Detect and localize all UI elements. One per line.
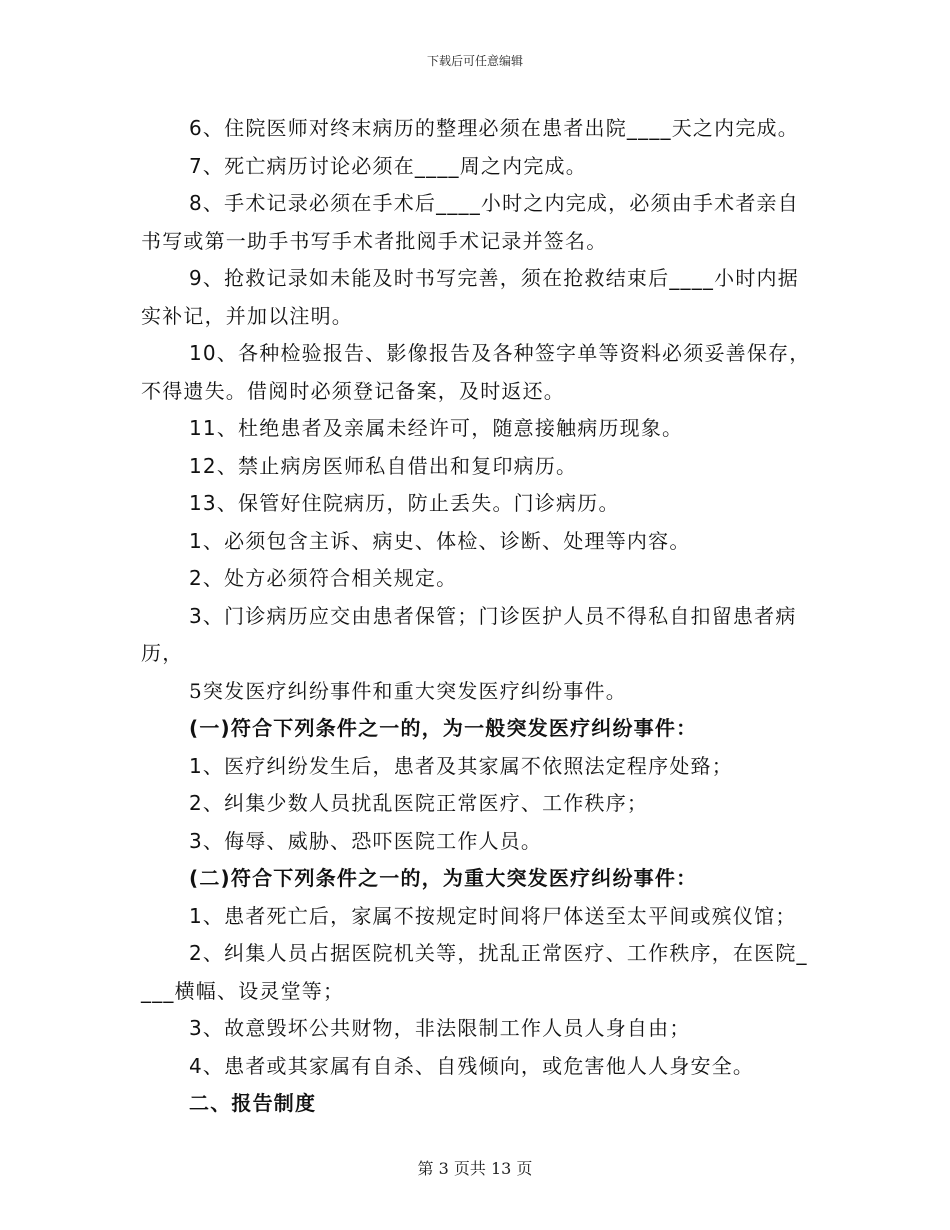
section-heading-reporting: 二、报告制度 bbox=[189, 1091, 317, 1115]
subheading-major-dispute: (二)符合下列条件之一的，为重大突发医疗纠纷事件： bbox=[189, 866, 698, 890]
paragraph-major-2: 2、纠集人员占据医院机关等，扰乱正常医疗、工作秩序，在医院____横幅、设灵堂等； bbox=[141, 941, 808, 1003]
paragraph-item-12-copy: 12、禁止病房医师私自借出和复印病历。 bbox=[189, 453, 578, 478]
paragraph-major-1: 1、患者死亡后，家属不按规定时间将尸体送至太平间或殡仪馆； bbox=[189, 903, 797, 928]
paragraph-item-10-reports: 10、各种检验报告、影像报告及各种签字单等资料必须妥善保存，不得遗失。借阅时必须登记备案，及时返还。 bbox=[141, 341, 811, 403]
document-body bbox=[141, 110, 813, 1123]
paragraph-general-2: 2、纠集少数人员扰乱医院正常医疗、工作秩序； bbox=[189, 791, 649, 815]
paragraph-outpatient-3: 3、门诊病历应交由患者保管；门诊医护人员不得私自扣留患者病历， bbox=[141, 603, 797, 665]
paragraph-general-3: 3、侮辱、威胁、恐吓医院工作人员。 bbox=[189, 828, 543, 853]
subheading-general-dispute: (一)符合下列条件之一的，为一般突发医疗纠纷事件： bbox=[189, 716, 698, 740]
paragraph-outpatient-2: 2、处方必须符合相关规定。 bbox=[189, 566, 458, 590]
paragraph-major-3: 3、故意毁坏公共财物，非法限制工作人员人身自由； bbox=[189, 1016, 691, 1040]
paragraph-major-4: 4、患者或其家属有自杀、自残倾向，或危害他人人身安全。 bbox=[189, 1053, 755, 1078]
paragraph-general-1: 1、医疗纠纷发生后，患者及其家属不依照法定程序处臵； bbox=[189, 753, 733, 778]
paragraph-outpatient-1: 1、必须包含主诉、病史、体检、诊断、处理等内容。 bbox=[189, 528, 691, 553]
paragraph-item-7-death-discussion: 7、死亡病历讨论必须在____周之内完成。 bbox=[189, 153, 587, 178]
page-header-note: 下载后可任意编辑 bbox=[426, 54, 523, 68]
paragraph-section-5: 5突发医疗纠纷事件和重大突发医疗纠纷事件。 bbox=[189, 678, 627, 703]
paragraph-item-6-discharge: 6、住院医师对终末病历的整理必须在患者出院____天之内完成。 bbox=[189, 116, 799, 140]
paragraph-item-11-access: 11、杜绝患者及亲属未经许可，随意接触病历现象。 bbox=[189, 416, 684, 440]
paragraph-item-9-rescue-record: 9、抢救记录如未能及时书写完善，须在抢救结束后____小时内据实补记，并加以注明。 bbox=[141, 266, 799, 328]
paragraph-item-8-surgery-record: 8、手术记录必须在手术后____小时之内完成，必须由手术者亲自书写或第一助手书写手术者批阅手术记录并签名。 bbox=[141, 191, 799, 253]
paragraph-item-13-storage: 13、保管好住院病历，防止丢失。门诊病历。 bbox=[189, 491, 620, 515]
page-number-footer: 第 3 页共 13 页 bbox=[417, 1159, 533, 1178]
